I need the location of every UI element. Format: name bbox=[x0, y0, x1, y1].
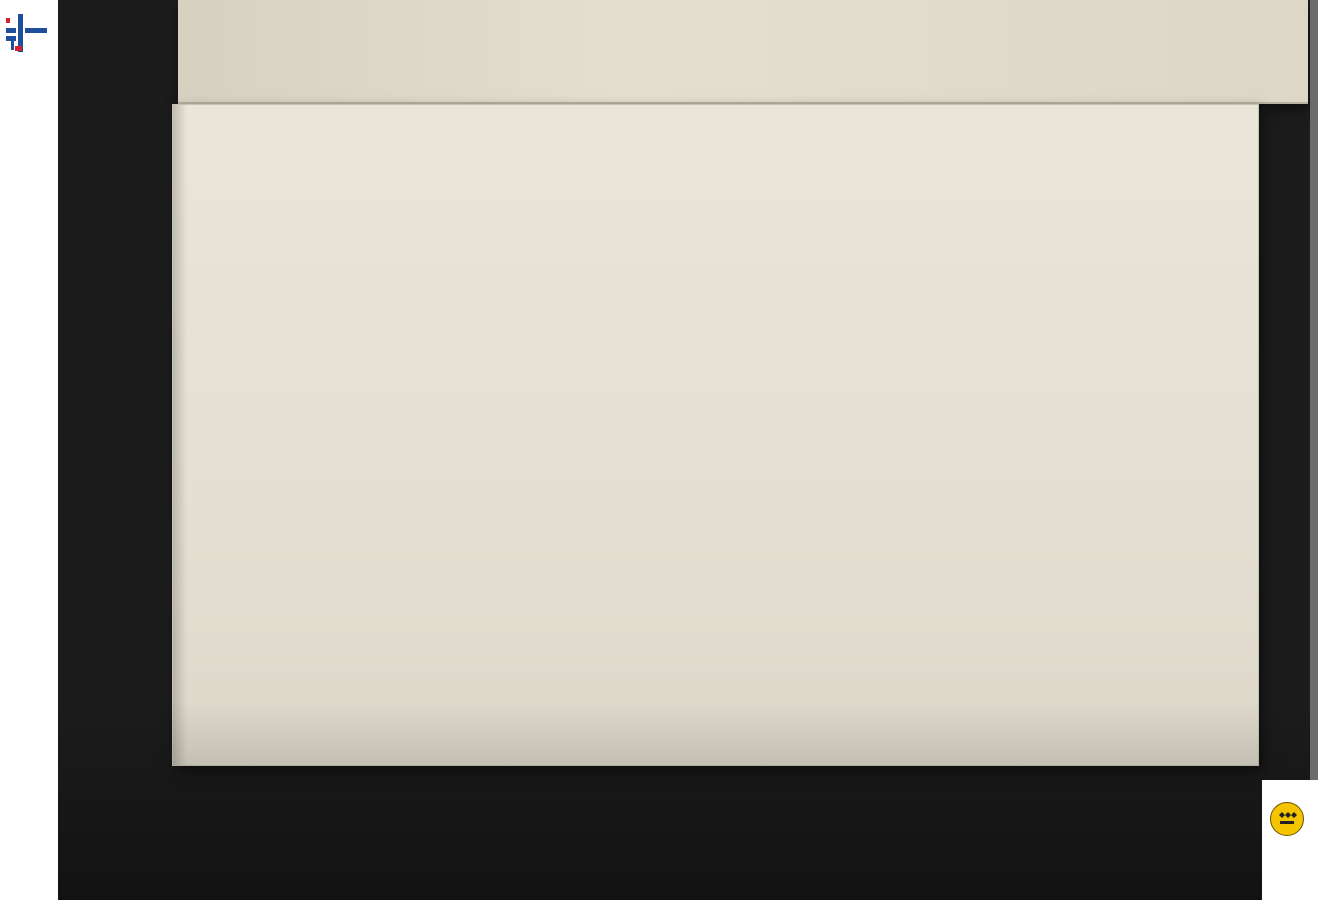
page-text-block bbox=[1129, 125, 1213, 765]
ub-freiburg-logo-icon[interactable] bbox=[2, 10, 50, 56]
scan-image bbox=[58, 0, 1318, 900]
book-page bbox=[173, 105, 1258, 765]
sponsor-badge bbox=[1262, 780, 1318, 900]
baden-wuerttemberg-logo-icon bbox=[1270, 802, 1304, 836]
scroll-edge bbox=[1310, 0, 1318, 780]
signature-line bbox=[1129, 125, 1151, 765]
previous-page-fragment bbox=[178, 0, 1308, 104]
running-head bbox=[1173, 125, 1213, 765]
viewer-sidebar bbox=[0, 0, 58, 900]
abbot-list-heading bbox=[1151, 125, 1173, 765]
